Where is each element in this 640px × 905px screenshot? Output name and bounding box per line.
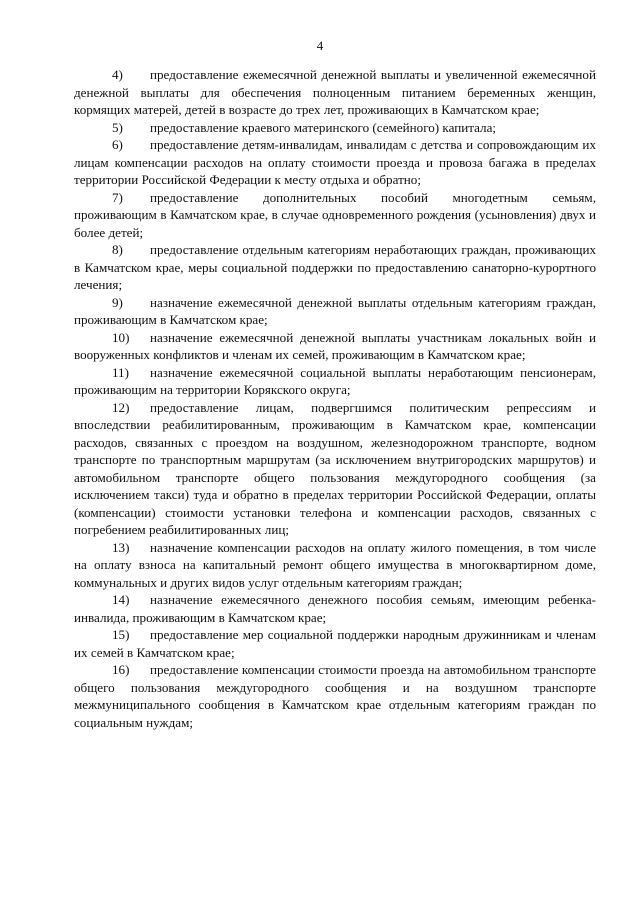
item-text: предоставление ежемесячной денежной выплаты и увеличенной ежемесячной денежной выплаты для обеспечения полноценным питанием беременных женщин, кормящих матерей, детей в возрасте до трех лет, проживающих в Камчатском крае; xyxy=(74,67,596,117)
item-text: назначение ежемесячной социальной выплаты неработающим пенсионерам, проживающим на территории Корякского округа; xyxy=(74,364,596,397)
item-number: 10) xyxy=(112,329,130,345)
item-text: предоставление мер социальной поддержки народным дружинникам и членам их семей в Камчатском крае; xyxy=(74,627,596,660)
item-number: 13) xyxy=(112,539,130,555)
list-item xyxy=(74,329,596,364)
item-number: 8) xyxy=(112,242,123,257)
list-item xyxy=(74,364,596,399)
list-item xyxy=(74,591,596,626)
item-number: 15) xyxy=(112,627,130,642)
document-body xyxy=(74,66,596,731)
item-text: предоставление лицам, подвергшимся политическим репрессиям и впоследствии реабилитированным, проживающим в Камчатском крае, компенсации расходов, связанных с проездом на воздушном, железнодорожном транспорте, водном транспорте по транспортным маршрутам (за исключением внутригородских маршрутов) и автомобильном транспорте общего пользования междугородного сообщения (за исключением такси) туда и обратно в пределах территории Российской Федерации, оплаты (компенсации) стоимости установки телефона и компенсации расходов, связанных с погребением реабилитированных лиц; xyxy=(74,399,596,537)
item-number: 6) xyxy=(112,137,123,152)
item-number: 12) xyxy=(112,399,130,415)
item-number: 11) xyxy=(112,364,129,380)
item-text: назначение ежемесячной денежной выплаты участникам локальных войн и вооруженных конфликтов и членам их семей, проживающим в Камчатском крае; xyxy=(74,329,596,362)
list-item xyxy=(74,119,596,137)
item-text: предоставление дополнительных пособий многодетным семьям, проживающим в Камчатском крае, в случае одновременного рождения (усыновления) двух и более детей; xyxy=(74,189,596,240)
item-text: предоставление компенсации стоимости проезда на автомобильном транспорте общего пользования междугородного сообщения и на воздушном транспорте межмуниципального сообщения в Камчатском крае отдельным категориям граждан по социальным нуждам; xyxy=(74,662,596,730)
item-number: 16) xyxy=(112,662,130,677)
item-number: 5) xyxy=(112,119,123,135)
item-text: предоставление отдельным категориям неработающих граждан, проживающих в Камчатском крае, меры социальной поддержки по предоставлению санаторно-курортного лечения; xyxy=(74,242,596,292)
item-number: 7) xyxy=(112,189,123,205)
item-number: 9) xyxy=(112,294,123,310)
list-item xyxy=(74,661,596,731)
list-item xyxy=(74,626,596,661)
item-text: назначение ежемесячной денежной выплаты отдельным категориям граждан, проживающим в Камчатском крае; xyxy=(74,294,596,327)
list-item xyxy=(74,189,596,242)
list-item xyxy=(74,539,596,592)
item-text: предоставление детям-инвалидам, инвалидам с детства и сопровождающим их лицам компенсации расходов на оплату стоимости проезда и провоза багажа в пределах территории Российской Федерации к месту отдыха и обратно; xyxy=(74,137,596,187)
list-item xyxy=(74,66,596,119)
page-number: 4 xyxy=(316,38,324,53)
list-item xyxy=(74,399,596,539)
list-item xyxy=(74,241,596,294)
item-text: назначение ежемесячного денежного пособия семьям, имеющим ребенка-инвалида, проживающим в Камчатском крае; xyxy=(74,592,596,625)
item-number: 4) xyxy=(112,67,123,82)
item-number: 14) xyxy=(112,592,130,607)
list-item xyxy=(74,294,596,329)
list-item xyxy=(74,136,596,189)
item-text: предоставление краевого материнского (семейного) капитала; xyxy=(150,119,497,135)
item-text: назначение компенсации расходов на оплату жилого помещения, в том числе на оплату взноса на капитальный ремонт общего имущества в многоквартирном доме, коммунальных и других видов услуг отдельным категориям граждан; xyxy=(74,539,596,590)
